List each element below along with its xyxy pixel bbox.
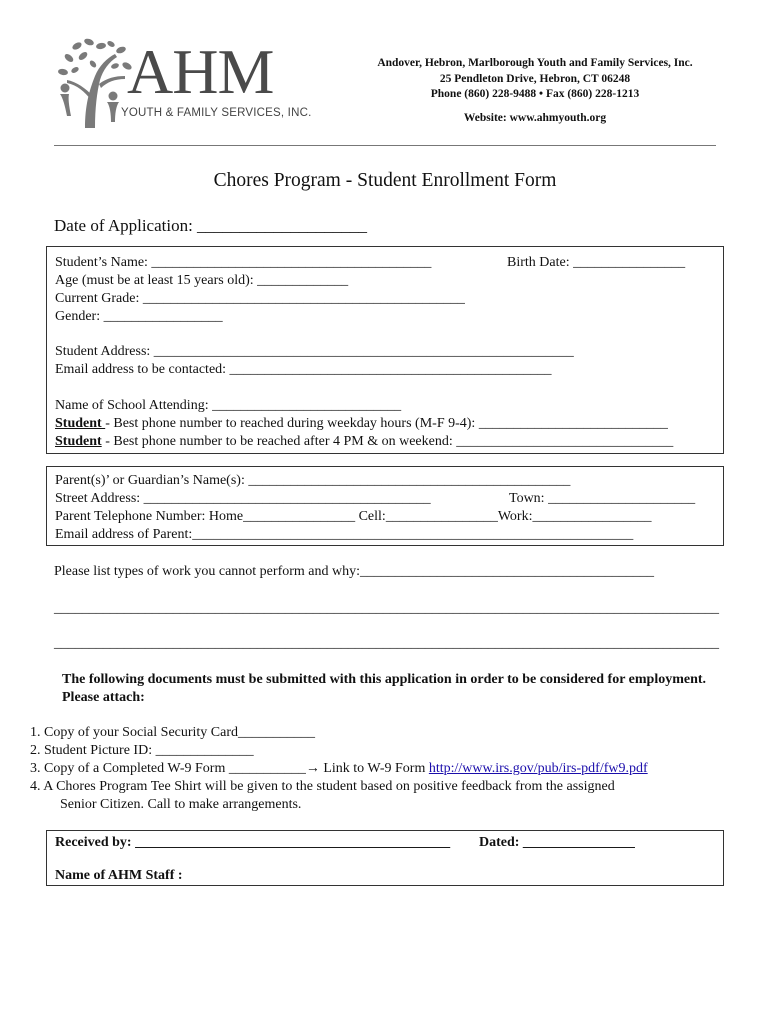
received-by-field[interactable]: Received by: _____________________________________________ [55, 835, 451, 850]
student-info-box [46, 246, 724, 454]
org-address: 25 Pendleton Drive, Hebron, CT 06248 [439, 72, 631, 85]
form-title: Chores Program - Student Enrollment Form [213, 170, 557, 191]
doc-item-3-text: 3. Copy of a Completed W-9 Form ___________→ Link to W-9 Form [30, 761, 429, 776]
w9-form-link[interactable]: http://www.irs.gov/pub/irs-pdf/fw9.pdf [428, 761, 648, 776]
doc-item-4-cont: Senior Citizen. Call to make arrangements. [60, 797, 302, 812]
student-name-field[interactable]: Student’s Name: ________________________________________ [55, 255, 432, 270]
organization-info [340, 56, 730, 126]
student-email-field[interactable]: Email address to be contacted: ______________________________________________ [55, 362, 552, 377]
parent-names-field[interactable]: Parent(s)’ or Guardian’s Name(s): ______________________________________________ [55, 473, 571, 488]
logo-letters: AHM [127, 36, 274, 107]
work-restrictions-field[interactable]: Please list types of work you cannot perform and why:__________________________________________ [54, 564, 654, 579]
current-grade-field[interactable]: Current Grade: ______________________________________________ [55, 291, 465, 306]
org-name: Andover, Hebron, Marlborough Youth and Family Services, Inc. [377, 57, 693, 69]
weekend-phone-text: - Best phone number to be reached after 4 PM & on weekend: _______________________________ [101, 434, 674, 449]
doc-item-3 [30, 760, 648, 778]
ahm-staff-field[interactable]: Name of AHM Staff : [55, 868, 183, 883]
documents-heading: The following documents must be submitted with this application in order to be considered for employment. Please attach: [62, 672, 707, 705]
receipt-box [46, 830, 724, 886]
gender-field[interactable]: Gender: _________________ [55, 309, 223, 324]
weekend-phone-label: Student [55, 434, 102, 449]
parent-info-box [46, 466, 724, 546]
weekend-phone-field[interactable] [55, 433, 673, 451]
org-phone-fax: Phone (860) 228-9488 • Fax (860) 228-1213 [430, 88, 640, 100]
date-of-application-field[interactable]: Date of Application: ____________________ [54, 216, 368, 235]
header-divider [54, 145, 716, 146]
doc-item-2: 2. Student Picture ID: ______________ [30, 743, 254, 758]
weekday-phone-field[interactable] [55, 415, 668, 433]
logo-subtitle: YOUTH & FAMILY SERVICES, INC. [121, 107, 312, 119]
town-field[interactable]: Town: _____________________ [509, 491, 696, 506]
work-restrictions-line-2[interactable]: _______________________________________________________________________________________________ [54, 636, 719, 651]
street-address-field[interactable]: Street Address: _________________________________________ [55, 491, 431, 506]
org-website: Website: www.ahmyouth.org [463, 111, 607, 124]
weekday-phone-text: - Best phone number to reached during weekday hours (M-F 9-4): ___________________________ [105, 416, 668, 431]
ahm-logo [55, 36, 312, 131]
student-address-field[interactable]: Student Address: ____________________________________________________________ [55, 344, 574, 359]
age-field[interactable]: Age (must be at least 15 years old): _____________ [55, 273, 349, 288]
work-restrictions-line-1[interactable]: _______________________________________________________________________________________________ [54, 601, 719, 616]
doc-item-4: 4. A Chores Program Tee Shirt will be given to the student based on positive feedback from the assigned [30, 779, 615, 794]
dated-field[interactable] [479, 834, 635, 852]
weekday-phone-label: Student [55, 416, 106, 431]
doc-item-1: 1. Copy of your Social Security Card___________ [30, 725, 316, 740]
parent-email-field[interactable]: Email address of Parent:_______________________________________________________________ [55, 527, 634, 542]
birth-date-field[interactable]: Birth Date: ________________ [507, 255, 686, 270]
parent-phone-field[interactable]: Parent Telephone Number: Home________________ Cell:________________Work:_________________ [55, 509, 652, 524]
school-field[interactable]: Name of School Attending: ___________________________ [55, 398, 402, 413]
dated-text: Dated: ________________ [479, 835, 635, 850]
